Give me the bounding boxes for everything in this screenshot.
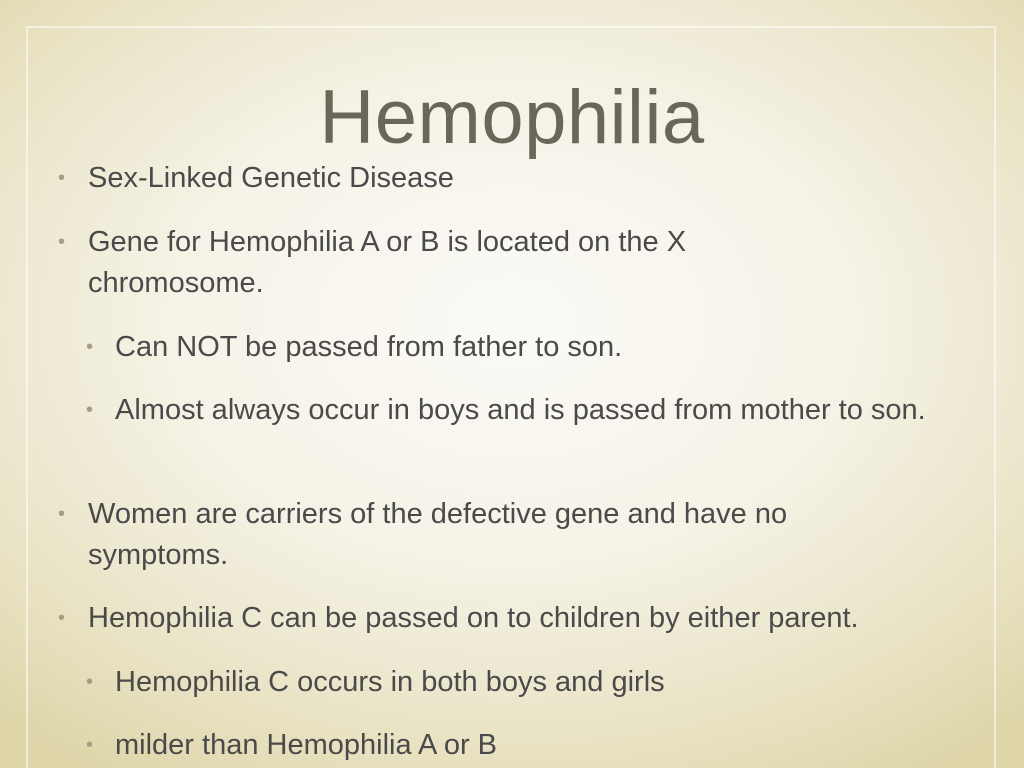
sub-bullet-item	[86, 725, 985, 766]
bullet-text: Almost always occur in boys and is passed from mother to son.	[115, 394, 926, 426]
bullet-text: Gene for Hemophilia A or B is located on the X chromosome.	[88, 226, 687, 299]
bullet-dot-icon: •	[86, 671, 94, 693]
bullet-item	[58, 158, 988, 199]
slide-title: Hemophilia	[319, 75, 705, 160]
sub-bullet-item	[86, 327, 985, 368]
bullet-dot-icon: •	[58, 231, 66, 253]
bullet-text: Hemophilia C can be passed on to children by either parent.	[88, 602, 859, 634]
sub-bullet-item	[86, 662, 985, 703]
bullet-item	[58, 222, 808, 304]
bullet-item	[58, 494, 908, 576]
sub-bullet-item	[86, 390, 955, 431]
bullet-dot-icon: •	[86, 336, 94, 358]
bullet-item	[58, 598, 988, 639]
bullet-text: Sex-Linked Genetic Disease	[88, 162, 454, 194]
bullet-dot-icon: •	[58, 167, 66, 189]
bullet-text: milder than Hemophilia A or B	[115, 729, 498, 761]
bullet-text: Hemophilia C occurs in both boys and girls	[115, 666, 665, 698]
bullet-text: Women are carriers of the defective gene and have no symptoms.	[88, 498, 788, 571]
bullet-dot-icon: •	[58, 607, 66, 629]
bullet-dot-icon: •	[86, 734, 94, 756]
bullet-text: Can NOT be passed from father to son.	[115, 331, 623, 363]
bullet-dot-icon: •	[58, 503, 66, 525]
bullet-dot-icon: •	[86, 399, 94, 421]
